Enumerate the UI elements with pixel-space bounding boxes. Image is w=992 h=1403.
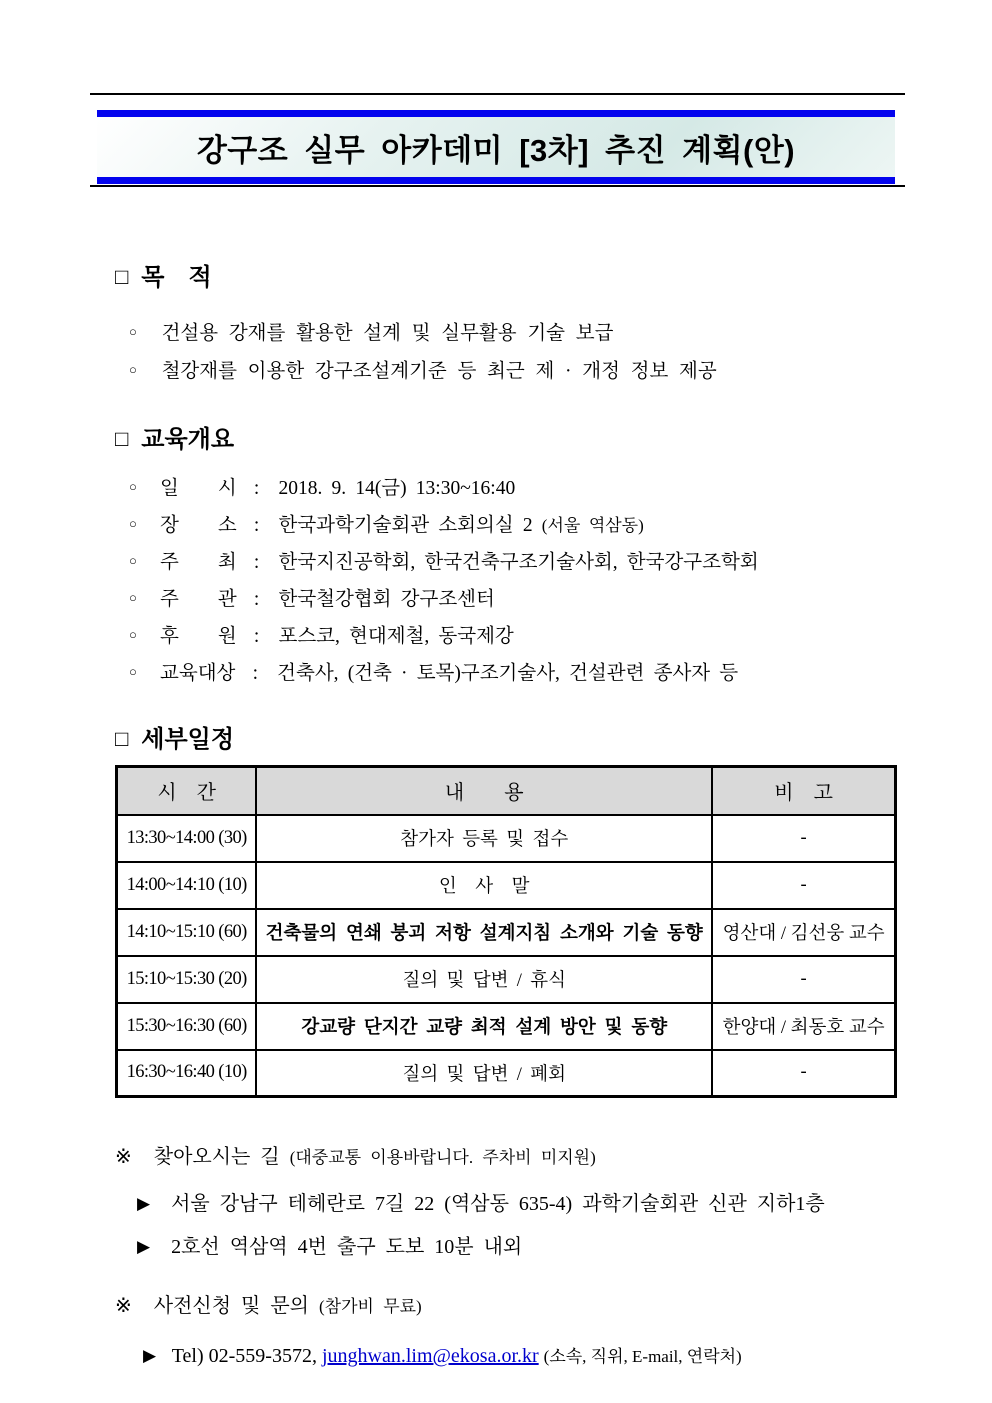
col-header-content: 내 용 xyxy=(256,767,712,815)
time-cell: 14:10~15:10 (60) xyxy=(117,909,257,956)
list-item xyxy=(129,619,905,656)
remark-cell: - xyxy=(712,862,895,909)
schedule-table xyxy=(115,765,897,1098)
circle-bullet-icon: ○ xyxy=(129,362,137,377)
purpose-list xyxy=(115,315,905,391)
purpose-heading-row xyxy=(115,263,905,293)
list-item xyxy=(129,315,905,353)
overview-label: 주 최 xyxy=(160,552,237,573)
overview-heading: 교육개요 xyxy=(141,426,235,453)
directions-section xyxy=(115,1142,905,1269)
remark-cell: - xyxy=(712,956,895,1003)
colon: : xyxy=(253,552,260,573)
registration-heading: 사전신청 및 문의 xyxy=(153,1295,310,1317)
overview-label: 교육대상 xyxy=(160,663,236,684)
remark-cell: 영산대 / 김선웅 교수 xyxy=(712,909,895,956)
directions-heading: 찾아오시는 길 xyxy=(153,1146,280,1168)
contact-line xyxy=(115,1336,905,1377)
content-cell: 질의 및 답변 / 폐회 xyxy=(256,1050,712,1097)
overview-label: 장 소 xyxy=(160,515,237,536)
time-cell: 16:30~16:40 (10) xyxy=(117,1050,257,1097)
table-row xyxy=(117,815,896,862)
registration-heading-row xyxy=(115,1291,905,1322)
purpose-heading: 목 적 xyxy=(141,264,212,291)
square-bullet-icon: □ xyxy=(115,726,129,751)
overview-section xyxy=(115,425,905,693)
overview-value: 2018. 9. 14(금) 13:30~16:40 xyxy=(278,478,516,499)
directions-item-text: 2호선 역삼역 4번 출구 도보 10분 내외 xyxy=(171,1236,523,1258)
overview-list xyxy=(115,471,905,693)
colon: : xyxy=(253,589,260,610)
reference-mark-icon: ※ xyxy=(115,1295,132,1317)
top-rule xyxy=(90,93,905,95)
square-bullet-icon: □ xyxy=(115,426,129,451)
directions-note: (대중교통 이용바랍니다. 주차비 미지원) xyxy=(289,1148,596,1167)
overview-label: 일 시 xyxy=(160,478,237,499)
table-row xyxy=(117,862,896,909)
list-item xyxy=(129,582,905,619)
registration-section xyxy=(115,1291,905,1377)
overview-value: 한국과학기술회관 소회의실 2 xyxy=(278,515,533,536)
circle-bullet-icon: ○ xyxy=(129,516,137,531)
purpose-item-text: 철강재를 이용한 강구조설계기준 등 최근 제 · 개정 정보 제공 xyxy=(161,361,717,382)
contact-suffix: (소속, 직위, E-mail, 연락처) xyxy=(543,1347,742,1366)
phone-number: Tel) 02-559-3572, xyxy=(171,1345,317,1367)
list-item xyxy=(137,1183,905,1226)
colon: : xyxy=(252,663,258,684)
arrow-bullet-icon: ▶ xyxy=(137,1194,151,1213)
overview-label: 후 원 xyxy=(160,626,237,647)
overview-value: 한국철강협회 강구조센터 xyxy=(278,589,495,610)
content-cell: 건축물의 연쇄 붕괴 저항 설계지침 소개와 기술 동향 xyxy=(256,909,712,956)
reference-mark-icon: ※ xyxy=(115,1146,132,1168)
colon: : xyxy=(253,478,260,499)
circle-bullet-icon: ○ xyxy=(129,590,137,605)
remark-cell: 한양대 / 최동호 교수 xyxy=(712,1003,895,1050)
schedule-heading-row xyxy=(115,725,905,755)
list-item xyxy=(129,508,905,545)
col-header-remark: 비 고 xyxy=(712,767,895,815)
arrow-bullet-icon: ▶ xyxy=(143,1346,157,1365)
table-row xyxy=(117,1050,896,1097)
table-header-row xyxy=(117,767,896,815)
list-item xyxy=(137,1226,905,1269)
arrow-bullet-icon: ▶ xyxy=(137,1237,151,1256)
content-cell: 참가자 등록 및 접수 xyxy=(256,815,712,862)
colon: : xyxy=(253,515,260,536)
content-cell: 질의 및 답변 / 휴식 xyxy=(256,956,712,1003)
content-cell: 강교량 단지간 교량 최적 설계 방안 및 동향 xyxy=(256,1003,712,1050)
page-title: 강구조 실무 아카데미 [3차] 추진 계획(안) xyxy=(196,132,796,168)
list-item xyxy=(129,471,905,508)
circle-bullet-icon: ○ xyxy=(129,324,137,339)
time-cell: 14:00~14:10 (10) xyxy=(117,862,257,909)
schedule-heading: 세부일정 xyxy=(141,726,235,753)
overview-value: 한국지진공학회, 한국건축구조기술사회, 한국강구조학회 xyxy=(278,552,759,573)
colon: : xyxy=(253,626,260,647)
purpose-section xyxy=(115,263,905,391)
list-item xyxy=(129,656,905,693)
email-link[interactable]: junghwan.lim@ekosa.or.kr xyxy=(321,1345,539,1367)
col-header-time: 시 간 xyxy=(117,767,257,815)
circle-bullet-icon: ○ xyxy=(129,553,137,568)
overview-label: 주 관 xyxy=(160,589,237,610)
circle-bullet-icon: ○ xyxy=(129,627,137,642)
overview-value: 포스코, 현대제철, 동국제강 xyxy=(278,626,514,647)
square-bullet-icon: □ xyxy=(115,264,129,289)
remark-cell: - xyxy=(712,1050,895,1097)
registration-note: (참가비 무료) xyxy=(319,1297,422,1316)
schedule-section xyxy=(115,725,905,1098)
content-cell: 인 사 말 xyxy=(256,862,712,909)
time-cell: 15:10~15:30 (20) xyxy=(117,956,257,1003)
table-row xyxy=(117,956,896,1003)
time-cell: 13:30~14:00 (30) xyxy=(117,815,257,862)
circle-bullet-icon: ○ xyxy=(129,664,137,679)
list-item xyxy=(129,545,905,582)
title-banner xyxy=(97,110,895,184)
table-row xyxy=(117,1003,896,1050)
directions-heading-row xyxy=(115,1142,905,1173)
remark-cell: - xyxy=(712,815,895,862)
directions-item-text: 서울 강남구 테헤란로 7길 22 (역삼동 635-4) 과학기술회관 신관 지하1층 xyxy=(171,1193,825,1215)
directions-list xyxy=(115,1183,905,1269)
purpose-item-text: 건설용 강재를 활용한 설계 및 실무활용 기술 보급 xyxy=(161,323,614,344)
overview-value-note: (서울 역삼동) xyxy=(541,516,644,535)
circle-bullet-icon: ○ xyxy=(129,479,137,494)
overview-value: 건축사, (건축 · 토목)구조기술사, 건설관련 종사자 등 xyxy=(277,663,739,684)
table-row xyxy=(117,909,896,956)
bottom-rule xyxy=(90,185,905,187)
list-item xyxy=(129,353,905,391)
overview-heading-row xyxy=(115,425,905,455)
time-cell: 15:30~16:30 (60) xyxy=(117,1003,257,1050)
